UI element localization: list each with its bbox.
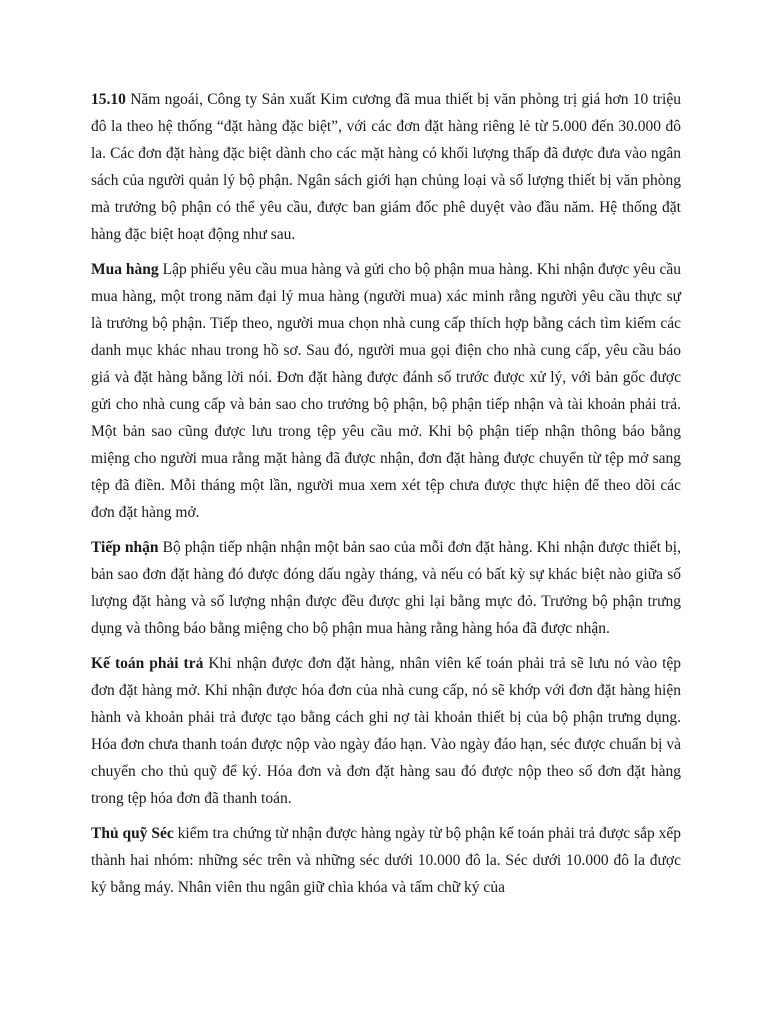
- paragraph-accounts-payable: [91, 650, 681, 812]
- paragraph-body: Bộ phận tiếp nhận nhận một bản sao của mỗi đơn đặt hàng. Khi nhận được thiết bị, bản sao đơn đặt hàng đó được đóng dấu ngày tháng, và nếu có bất kỳ sự khác biệt nào giữa số lượng đặt hàng và số lượng nhận được đều được ghi lại bằng mực đỏ. Trưởng bộ phận trưng dụng và thông báo bằng miệng cho bộ phận mua hàng rằng hàng hóa đã được nhận.: [91, 539, 681, 637]
- paragraph-lead: 15.10: [91, 91, 126, 108]
- paragraph-body: Năm ngoái, Công ty Sản xuất Kim cương đã mua thiết bị văn phòng trị giá hơn 10 triệu đô la theo hệ thống “đặt hàng đặc biệt”, với các đơn đặt hàng riêng lẻ từ 5.000 đến 30.000 đô la. Các đơn đặt hàng đặc biệt dành cho các mặt hàng có khối lượng thấp đã được đưa vào ngân sách của người quản lý bộ phận. Ngân sách giới hạn chủng loại và số lượng thiết bị văn phòng mà trưởng bộ phận có thể yêu cầu, được ban giám đốc phê duyệt vào đầu năm. Hệ thống đặt hàng đặc biệt hoạt động như sau.: [91, 91, 681, 243]
- paragraph-lead: Mua hàng: [91, 261, 159, 278]
- paragraph-lead: Kế toán phải trả: [91, 655, 204, 672]
- document-page: [91, 86, 681, 909]
- paragraph-body: Khi nhận được đơn đặt hàng, nhân viên kế toán phải trả sẽ lưu nó vào tệp đơn đặt hàng mở. Khi nhận được hóa đơn của nhà cung cấp, nó sẽ khớp với đơn đặt hàng hiện hành và khoản phải trả được tạo bằng cách ghi nợ tài khoản thiết bị của bộ phận trưng dụng. Hóa đơn chưa thanh toán được nộp vào ngày đáo hạn. Vào ngày đáo hạn, séc được chuẩn bị và chuyển cho thủ quỹ để ký. Hóa đơn và đơn đặt hàng sau đó được nộp theo số đơn đặt hàng trong tệp hóa đơn đã thanh toán.: [91, 655, 682, 807]
- paragraph-lead: Tiếp nhận: [91, 539, 159, 556]
- paragraph-treasurer: [91, 820, 681, 901]
- paragraph-receiving: [91, 534, 681, 642]
- paragraph-body: Lập phiếu yêu cầu mua hàng và gửi cho bộ phận mua hàng. Khi nhận được yêu cầu mua hàng, một trong năm đại lý mua hàng (người mua) xác minh rằng người yêu cầu thực sự là trưởng bộ phận. Tiếp theo, người mua chọn nhà cung cấp thích hợp bằng cách tìm kiếm các danh mục khác nhau trong hồ sơ. Sau đó, người mua gọi điện cho nhà cung cấp, yêu cầu báo giá và đặt hàng bằng lời nói. Đơn đặt hàng được đánh số trước được xử lý, với bản gốc được gửi cho nhà cung cấp và bản sao cho trưởng bộ phận, bộ phận tiếp nhận và tài khoản phải trả. Một bản sao cũng được lưu trong tệp yêu cầu mở. Khi bộ phận tiếp nhận thông báo bằng miệng cho người mua rằng mặt hàng đã được nhận, đơn đặt hàng được chuyển từ tệp mở sang tệp đã điền. Mỗi tháng một lần, người mua xem xét tệp chưa được thực hiện để theo dõi các đơn đặt hàng mở.: [91, 261, 681, 521]
- paragraph-purchasing: [91, 256, 681, 526]
- paragraph-intro: [91, 86, 681, 248]
- paragraph-lead: Thủ quỹ Séc: [91, 825, 174, 842]
- paragraph-body: kiểm tra chứng từ nhận được hàng ngày từ bộ phận kế toán phải trả được sắp xếp thành hai nhóm: những séc trên và những séc dưới 10.000 đô la. Séc dưới 10.000 đô la được ký bằng máy. Nhân viên thu ngân giữ chìa khóa và tấm chữ ký của: [91, 825, 682, 896]
